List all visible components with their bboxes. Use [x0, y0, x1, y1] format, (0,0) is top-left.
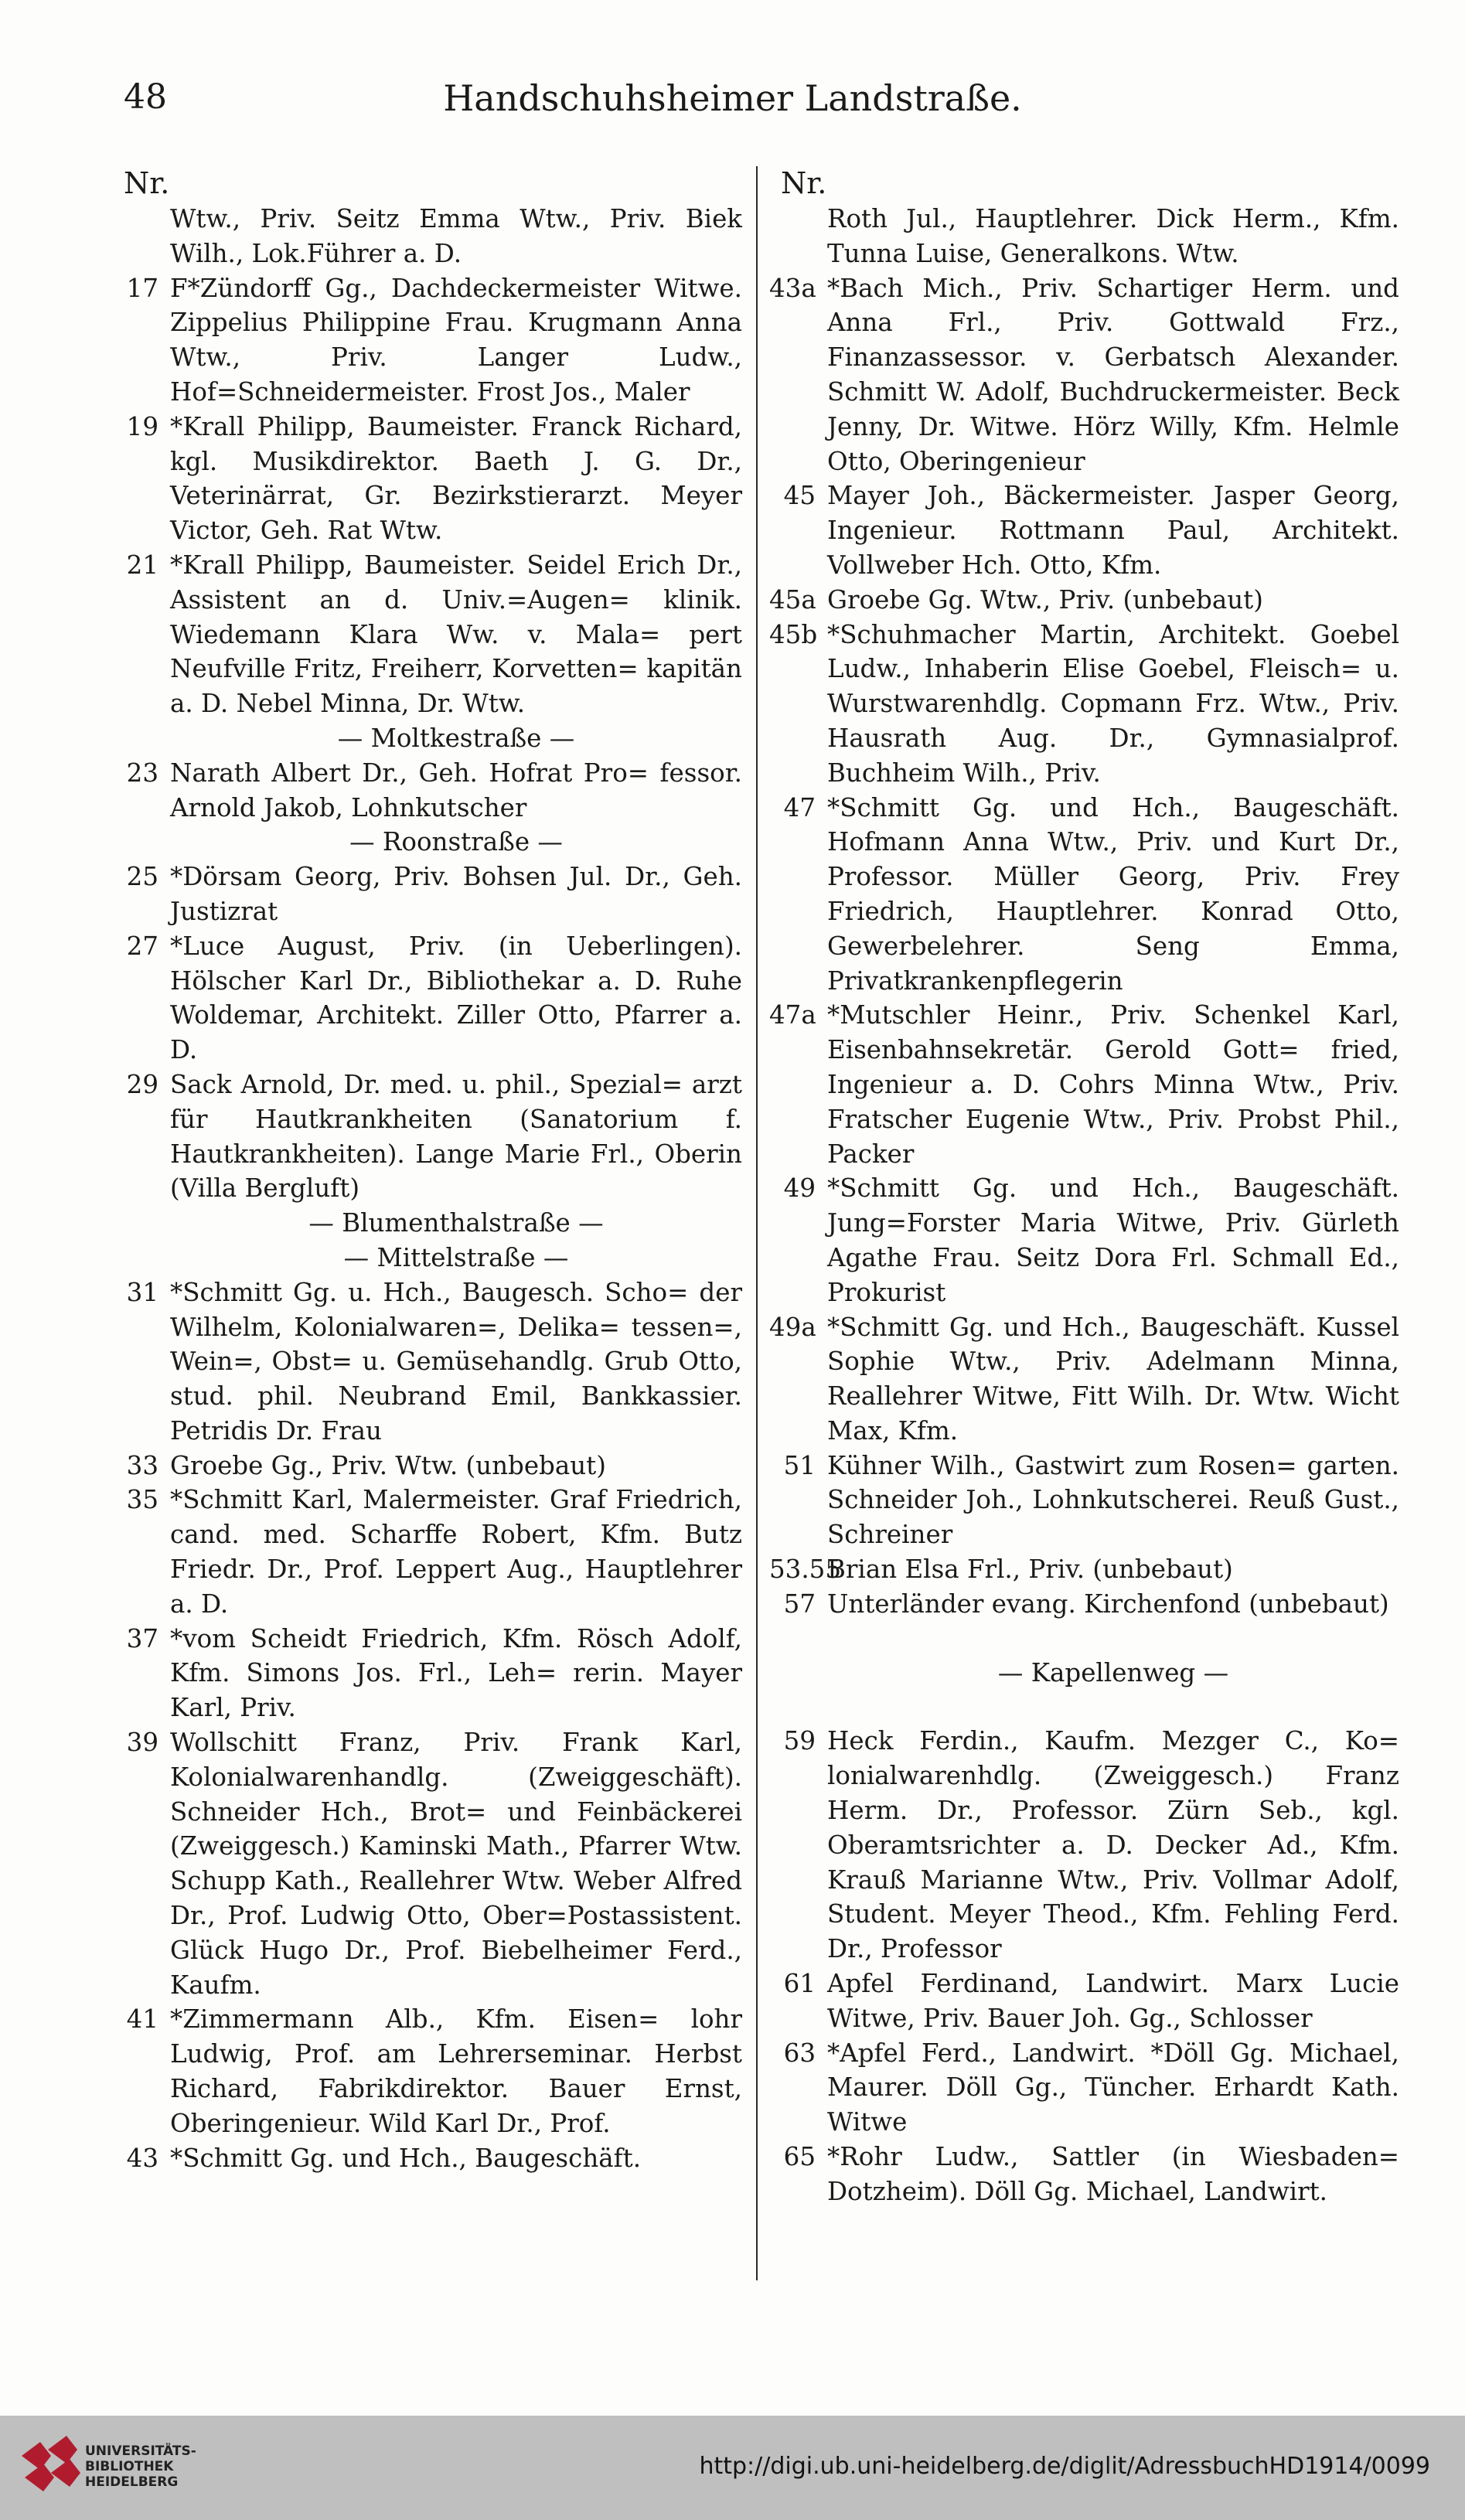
address-entry — [773, 1724, 1399, 1967]
resident-list: *Dörsam Georg, Priv. Bohsen Jul. Dr., Geh. Justizrat — [170, 862, 742, 926]
address-entry — [769, 998, 1399, 1171]
house-number: 45a — [769, 584, 816, 615]
house-number: 19 — [126, 411, 158, 441]
address-entry — [116, 2141, 742, 2176]
right-column — [769, 166, 1399, 2209]
resident-list: *vom Scheidt Friedrich, Kfm. Rösch Adolf, Kfm. Simons Jos. Frl., Leh= rerin. Mayer Karl, Priv. — [170, 1623, 742, 1723]
address-entry — [773, 791, 1399, 999]
column-divider — [756, 166, 758, 2280]
page-title: Handschuhsheimer Landstraße. — [443, 77, 1022, 119]
house-number: 63 — [783, 2038, 816, 2068]
resident-list: *Krall Philipp, Baumeister. Seidel Erich Dr., Assistent an d. Univ.=Augen= klinik. Wiedemann Klara Ww. v. Mala= pert Neufville Fritz, Freiherr, Korvetten= kapitän a. D. Nebel Minna, Dr. Wtw. — [170, 550, 742, 719]
street-section-heading: — Roonstraße — — [349, 827, 563, 857]
page-number: 48 — [124, 77, 167, 117]
resident-list: Wtw., Priv. Seitz Emma Wtw., Priv. Biek Wilh., Lok.Führer a. D. — [170, 204, 742, 268]
address-entry — [769, 1310, 1399, 1449]
house-number: 47a — [769, 1000, 816, 1030]
address-entry — [116, 410, 742, 548]
resident-list: Mayer Joh., Bäckermeister. Jasper Georg, Ingenieur. Rottmann Paul, Architekt. Vollweber Hch. Otto, Kfm. — [827, 481, 1399, 580]
resident-list: Roth Jul., Hauptlehrer. Dick Herm., Kfm. Tunna Luise, Generalkons. Wtw. — [827, 204, 1399, 268]
address-entry — [116, 860, 742, 929]
address-entry — [116, 202, 742, 271]
left-column — [116, 166, 742, 2175]
house-number: 37 — [126, 1623, 158, 1653]
address-entry — [116, 1483, 742, 1621]
resident-list: Sack Arnold, Dr. med. u. phil., Spezial= arzt für Hautkrankheiten (Sanatorium f. Hautkrankheiten). Lange Marie Frl., Oberin (Villa Bergluft) — [170, 1069, 742, 1204]
house-number: 65 — [783, 2142, 816, 2172]
resident-list: Apfel Ferdinand, Landwirt. Marx Lucie Witwe, Priv. Bauer Joh. Gg., Schlosser — [827, 1969, 1399, 2033]
street-section-heading: — Kapellenweg — — [997, 1657, 1229, 1687]
address-entry — [769, 583, 1399, 618]
resident-list: *Zimmermann Alb., Kfm. Eisen= lohr Ludwig, Prof. am Lehrerseminar. Herbst Richard, Fabrikdirektor. Bauer Ernst, Oberingenieur. Wild Karl Dr., Prof. — [170, 2004, 742, 2138]
library-logo-text — [85, 2443, 196, 2490]
resident-list: *Schuhmacher Martin, Architekt. Goebel Ludw., Inhaberin Elise Goebel, Fleisch= u. Wurstwarenhdlg. Copmann Frz. Wtw., Priv. Hausrath Aug. Dr., Gymnasialprof. Buchheim Wilh., Priv. — [827, 619, 1399, 788]
address-entry — [116, 756, 742, 826]
resident-list: *Schmitt Gg. und Hch., Baugeschäft. Jung=Forster Maria Witwe, Priv. Gürleth Agathe Frau. Seitz Dora Frl. Schmall Ed., Prokurist — [827, 1173, 1399, 1307]
resident-list: *Rohr Ludw., Sattler (in Wiesbaden= Dotzheim). Döll Gg. Michael, Landwirt. — [827, 2142, 1399, 2206]
address-entry — [116, 2002, 742, 2140]
left-entries — [116, 202, 742, 2175]
address-entry — [116, 1622, 742, 1725]
house-number: 57 — [783, 1589, 816, 1619]
resident-list: Narath Albert Dr., Geh. Hofrat Pro= fessor. Arnold Jakob, Lohnkutscher — [170, 758, 742, 822]
resident-list: *Mutschler Heinr., Priv. Schenkel Karl, Eisenbahnsekretär. Gerold Gott= fried, Ingenieur a. D. Cohrs Minna Wtw., Priv. Fratscher Eugenie Wtw., Priv. Probst Phil., Packer — [827, 1000, 1399, 1169]
address-entry — [116, 1449, 742, 1483]
house-number: 35 — [126, 1485, 158, 1515]
address-entry — [769, 618, 1399, 791]
resident-list: *Bach Mich., Priv. Schartiger Herm. und Anna Frl., Priv. Gottwald Frz., Finanzassessor. v. Gerbatsch Alexander. Schmitt W. Adolf, Buchdruckermeister. Beck Jenny, Dr. Witwe. Hörz Willy, Kfm. Helmle Otto, Oberingenieur — [827, 273, 1399, 476]
address-entry — [773, 1449, 1399, 1552]
resident-list: Wollschitt Franz, Priv. Frank Karl, Kolonialwarenhandlg. (Zweiggeschäft). Schneider Hch., Brot= und Feinbäckerei (Zweiggesch.) Kaminski Math., Pfarrer Wtw. Schupp Kath., Reallehrer Wtw. Weber Alfred Dr., Prof. Ludwig Otto, Ober=Postassistent. Glück Hugo Dr., Prof. Biebelheimer Ferd., Kaufm. — [170, 1728, 742, 2000]
address-entry — [116, 1068, 742, 1206]
house-number: 21 — [126, 550, 158, 580]
house-number: 53.55 — [769, 1555, 842, 1585]
house-number: 51 — [783, 1450, 816, 1480]
address-entry — [773, 1171, 1399, 1309]
resident-list: *Apfel Ferd., Landwirt. *Döll Gg. Michael, Maurer. Döll Gg., Tüncher. Erhardt Kath. Witwe — [827, 2038, 1399, 2137]
address-entry — [116, 929, 742, 1068]
resident-list: *Luce August, Priv. (in Ueberlingen). Hölscher Karl Dr., Bibliothekar a. D. Ruhe Woldemar, Architekt. Ziller Otto, Pfarrer a. D. — [170, 931, 742, 1065]
address-entry — [773, 1587, 1399, 1622]
resident-list: Heck Ferdin., Kaufm. Mezger C., Ko= lonialwarenhdlg. (Zweiggesch.) Franz Herm. Dr., Professor. Zürn Seb., kgl. Oberamtsrichter a. D. Decker Ad., Kfm. Krauß Marianne Wtw., Priv. Vollmar Adolf, Student. Meyer Theod., Kfm. Fehling Ferd. Dr., Professor — [827, 1726, 1399, 1964]
resident-list: Groebe Gg., Priv. Wtw. (unbebaut) — [170, 1450, 606, 1480]
house-number: 61 — [783, 1969, 816, 1999]
spacer — [773, 1622, 1399, 1656]
address-entry — [773, 2036, 1399, 2140]
address-entry — [116, 548, 742, 721]
university-seal-icon — [17, 2433, 82, 2502]
resident-list: Kühner Wilh., Gastwirt zum Rosen= garten. Schneider Joh., Lohnkutscherei. Reuß Gust., Schreiner — [827, 1450, 1399, 1550]
house-number: 39 — [126, 1728, 158, 1758]
source-url[interactable]: http://digi.ub.uni-heidelberg.de/diglit/AdressbuchHD1914/0099 — [699, 2453, 1430, 2480]
address-entry — [773, 2140, 1399, 2209]
address-entry — [773, 1967, 1399, 2036]
resident-list: Brian Elsa Frl., Priv. (unbebaut) — [827, 1555, 1233, 1585]
house-number: 43 — [126, 2143, 158, 2173]
house-number: 45 — [783, 481, 816, 511]
spacer — [773, 1690, 1399, 1724]
footer-bar — [0, 2416, 1465, 2520]
house-number: 33 — [126, 1450, 158, 1480]
house-number: 41 — [126, 2004, 158, 2035]
house-number: 17 — [126, 273, 158, 303]
resident-list: *Schmitt Gg. und Hch., Baugeschäft. — [170, 2143, 642, 2173]
logo-line: BIBLIOTHEK — [85, 2459, 174, 2474]
address-entry — [773, 478, 1399, 582]
address-entry — [769, 1552, 1399, 1587]
resident-list: *Schmitt Gg. und Hch., Baugeschäft. Hofmann Anna Wtw., Priv. und Kurt Dr., Professor. Müller Georg, Priv. Frey Friedrich, Hauptlehrer. Konrad Otto, Gewerbelehrer. Seng Emma, Privatkrankenpflegerin — [827, 792, 1399, 996]
address-entry — [116, 1725, 742, 2002]
resident-list: *Schmitt Karl, Malermeister. Graf Friedrich, cand. med. Scharffe Robert, Kfm. Butz Friedr. Dr., Prof. Leppert Aug., Hauptlehrer a. D. — [170, 1485, 742, 1619]
house-number: 23 — [126, 758, 158, 788]
address-entry — [116, 271, 742, 410]
house-number: 49 — [783, 1173, 816, 1204]
right-entries — [769, 202, 1399, 2209]
resident-list: F*Zündorff Gg., Dachdeckermeister Witwe. Zippelius Philippine Frau. Krugmann Anna Wtw., Priv. Langer Ludw., Hof=Schneidermeister. Frost Jos., Maler — [170, 273, 742, 407]
address-entry — [769, 271, 1399, 479]
resident-list: Groebe Gg. Wtw., Priv. (unbebaut) — [827, 584, 1263, 615]
logo-line: HEIDELBERG — [85, 2474, 179, 2490]
column-header-nr: Nr. — [124, 166, 170, 200]
house-number: 31 — [126, 1277, 158, 1307]
address-entry — [116, 1275, 742, 1449]
resident-list: *Krall Philipp, Baumeister. Franck Richard, kgl. Musikdirektor. Baeth J. G. Dr., Veterinärrat, Gr. Bezirkstierarzt. Meyer Victor, Geh. Rat Wtw. — [170, 411, 742, 546]
house-number: 45b — [769, 619, 818, 649]
street-section-heading: — Mittelstraße — — [343, 1242, 569, 1272]
street-section-heading: — Moltkestraße — — [337, 723, 575, 753]
resident-list: *Schmitt Gg. u. Hch., Baugesch. Scho= der Wilhelm, Kolonialwaren=, Delika= tessen=, Wein=, Obst= u. Gemüsehandlg. Grub Otto, stud. phil. Neubrand Emil, Bankkassier. Petridis Dr. Frau — [170, 1277, 742, 1446]
resident-list: *Schmitt Gg. und Hch., Baugeschäft. Kussel Sophie Wtw., Priv. Adelmann Minna, Reallehrer Witwe, Fitt Wilh. Dr. Wtw. Wicht Max, Kfm. — [827, 1312, 1399, 1446]
house-number: 43a — [769, 273, 816, 303]
house-number: 25 — [126, 862, 158, 892]
house-number: 29 — [126, 1069, 158, 1099]
house-number: 59 — [783, 1726, 816, 1756]
street-section-heading: — Blumenthalstraße — — [308, 1208, 604, 1238]
house-number: 27 — [126, 931, 158, 961]
address-entry — [773, 202, 1399, 271]
resident-list: Unterländer evang. Kirchenfond (unbebaut) — [827, 1589, 1389, 1619]
house-number: 47 — [783, 792, 816, 822]
logo-line: UNIVERSITÄTS- — [85, 2443, 196, 2459]
column-header-nr: Nr. — [781, 166, 827, 200]
house-number: 49a — [769, 1312, 816, 1342]
